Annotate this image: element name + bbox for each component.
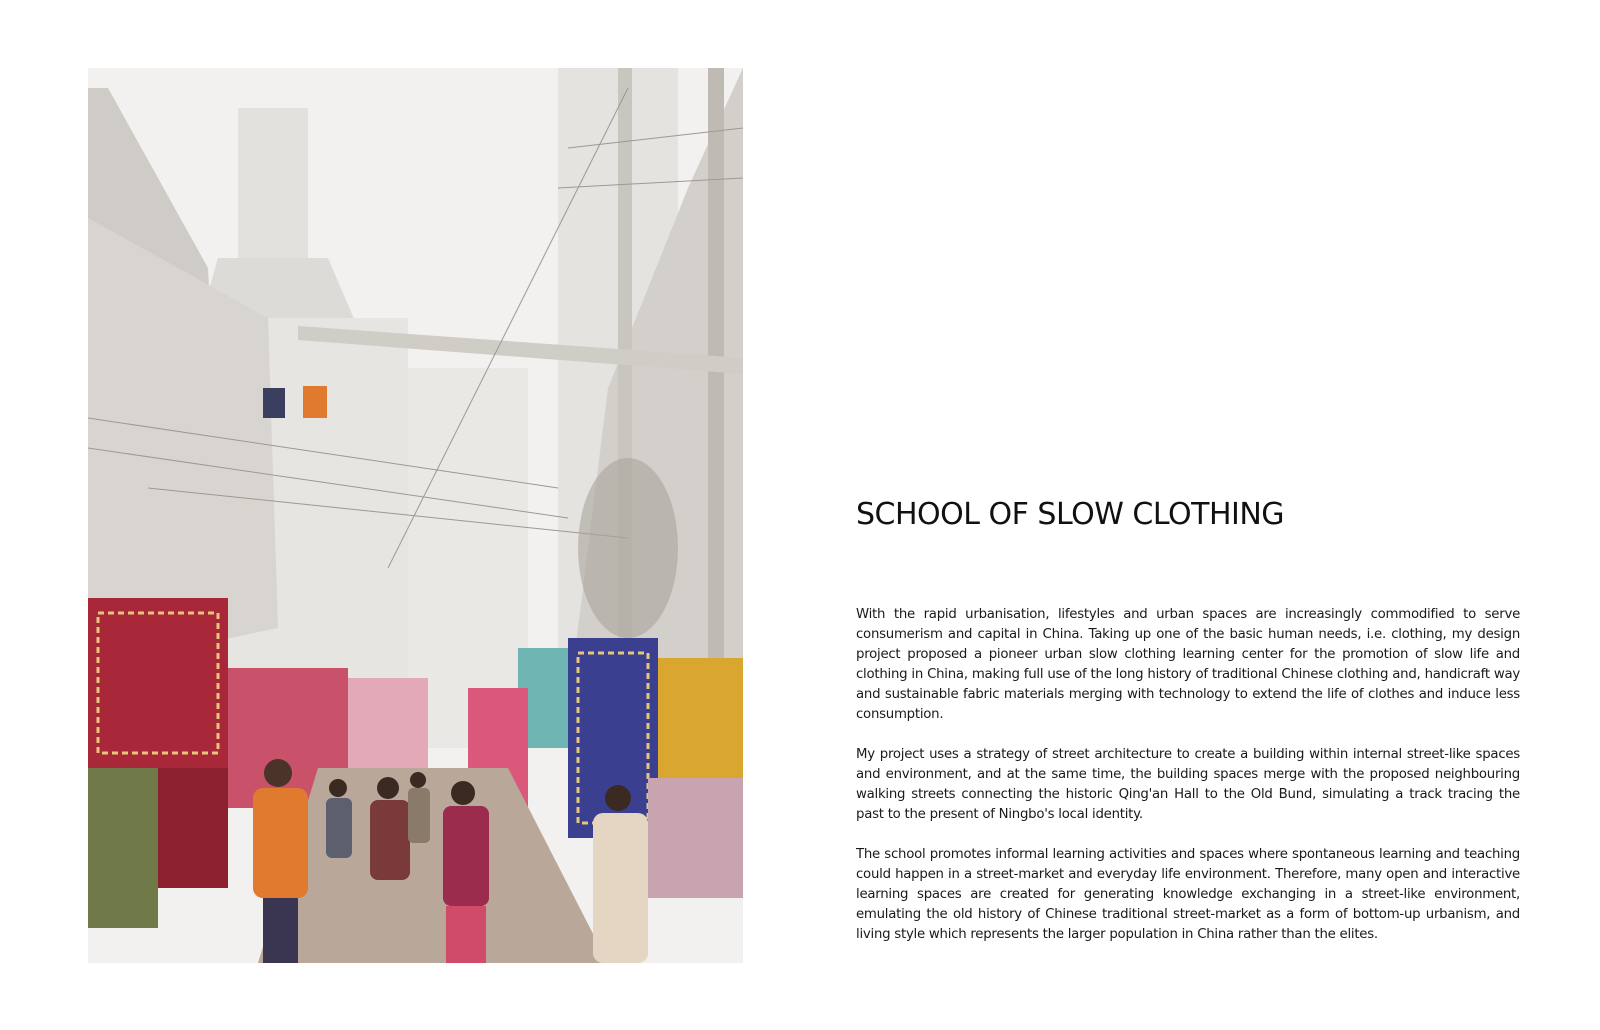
laundry-shirt-orange — [303, 386, 327, 418]
fabric-yellow-right — [658, 658, 743, 778]
street-market-photo — [88, 68, 743, 963]
page-title: SCHOOL OF SLOW CLOTHING — [856, 497, 1285, 532]
street-market-illustration — [88, 68, 743, 963]
paragraph-1: With the rapid urbanisation, lifestyles and urban spaces are increasingly commodified to serve consumerism and capital in China. Taking up one of the basic human needs, i.e. clothing, my design project proposed a pioneer urban slow clothing learning center for the promotion of slow life and clothing in China, making full use of the long history of traditional Chinese clothing and, handicraft way and sustainable fabric materials merging with technology to extend the life of clothes and induce less consumption. — [856, 607, 1520, 722]
paragraph-3: The school promotes informal learning activities and spaces where spontaneous learning and teaching could happen in a street-market and everyday life environment. Therefore, many open and interactive learning spaces are created for generating knowledge exchanging in a street-like environment, emulating the old history of Chinese traditional street-market as a form of bottom-up urbanism, and living style which represents the larger population in China rather than the elites. — [856, 847, 1520, 942]
laundry-shirt — [263, 388, 285, 418]
fabric-dark-red — [158, 768, 228, 888]
fabric-mauve-right — [648, 778, 743, 898]
tree — [578, 458, 678, 638]
fabric-green-left — [88, 768, 158, 928]
paragraph-2: My project uses a strategy of street architecture to create a building within internal street-like spaces and environment, and at the same time, the building spaces merge with the proposed neighbouring walking streets connecting the historic Qing'an Hall to the Old Bund, simulating a track tracing the past to the present of Ningbo's local identity. — [856, 747, 1520, 822]
fabric-red-left — [88, 598, 228, 768]
distant-tower — [238, 108, 308, 258]
body-text — [856, 605, 1520, 965]
